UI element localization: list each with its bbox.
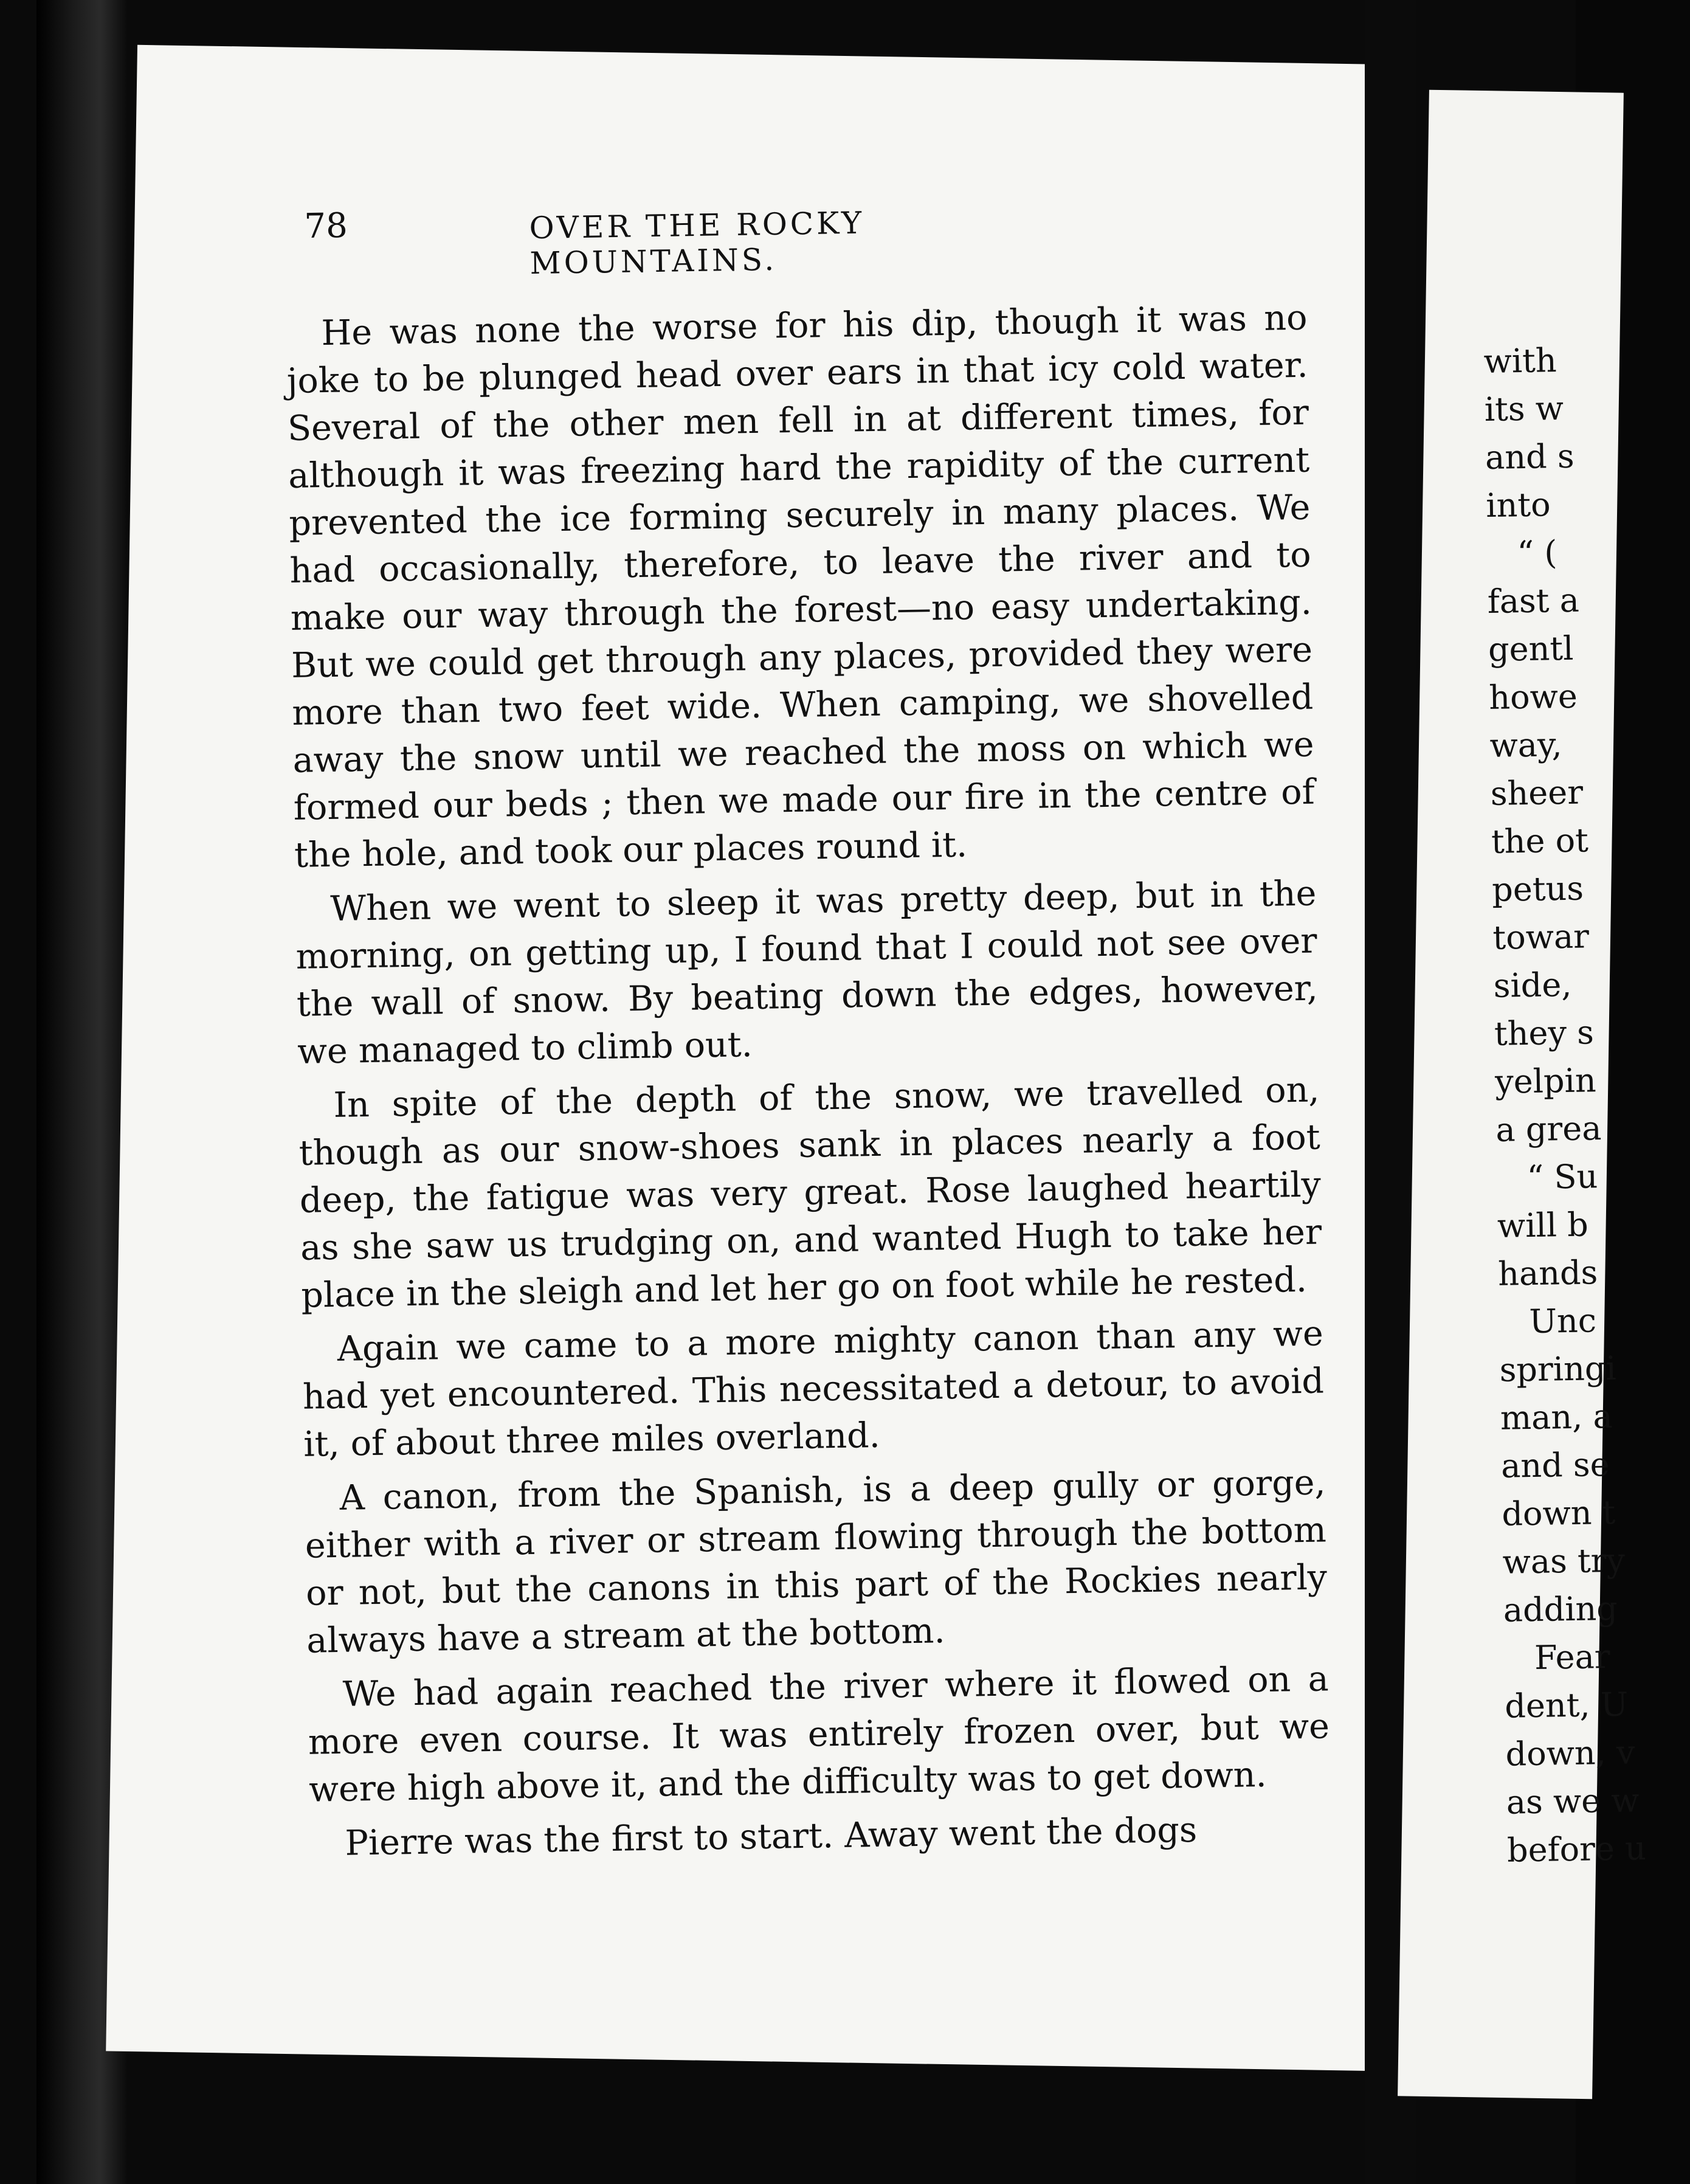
text-line: and se (1500, 1445, 1610, 1485)
text-line: they s (1494, 1013, 1595, 1053)
left-page-body (286, 294, 1331, 1875)
text-line: petus (1491, 869, 1584, 909)
text-line: down t (1501, 1493, 1616, 1533)
paragraph: Again we came to a more mighty canon than any we had yet encountered. This necessitated a detour, to avoid it, of about three miles overland. (302, 1313, 1325, 1465)
text-line: and s (1485, 437, 1575, 477)
text-line: before u (1506, 1829, 1647, 1870)
text-line: yelpin (1494, 1061, 1597, 1101)
text-line: sheer (1490, 773, 1584, 813)
text-line: towar (1492, 917, 1590, 957)
text-line: down, v (1505, 1733, 1635, 1774)
text-line: “ Su (1526, 1157, 1598, 1197)
paragraph: We had again reached the river where it flowed on a more even course. It was entirely frozen over, but we were high above it, and the difficulty was to get down. (308, 1659, 1330, 1810)
text-line: howe (1488, 677, 1578, 717)
paragraph: Pierre was the first to start. Away went the dogs (345, 1809, 1198, 1864)
page-header (304, 195, 1095, 282)
text-line: gentl (1488, 629, 1574, 669)
paragraph: He was none the worse for his dip, though it was no joke to be plunged head over ears in that icy cold water. Several of the other men fell in at different times, for although it was freezing hard the rapidity of the current prevented the ice forming securely in many places. We had occasionally, therefore, to leave the river and to make our way through the forest—no easy undertaking. But we could get through any places, provided they were more than two feet wide. When camping, we shovelled away the snow until we reached the moss on which we formed our beds ; then we made our fire in the centre of the hole, and took our places round it. (286, 297, 1316, 876)
text-line: into (1485, 485, 1551, 525)
paragraph: When we went to sleep it was pretty deep, but in the morning, on getting up, I found that I could not see over the wall of snow. By beating down the edges, however, we managed to climb out. (295, 873, 1319, 1072)
text-line: springi (1499, 1349, 1617, 1389)
paragraph: In spite of the depth of the snow, we travelled on, though as our snow-shoes sank in places nearly a foot deep, the fatigue was very great. Rose laughed heartily as she saw us trudging on, and wanted Hugh to take her place in the sleigh and let her go on foot while he rested. (298, 1070, 1322, 1316)
paragraph: A canon, from the Spanish, is a deep gully or gorge, either with a river or stream flowing through the bottom or not, but the canons in this part of the Rockies nearly always have a stream at the bottom. (305, 1462, 1328, 1661)
text-line: dent, U (1504, 1685, 1629, 1726)
text-line: a grea (1495, 1109, 1602, 1149)
text-line: fast a (1487, 581, 1580, 621)
right-page-fragment (1483, 334, 1690, 1874)
text-line: Fear (1534, 1637, 1611, 1677)
text-line: man, a (1500, 1397, 1613, 1437)
text-line: was try (1502, 1541, 1626, 1581)
text-line: its w (1484, 389, 1564, 429)
running-title: OVER THE ROCKY MOUNTAINS. (529, 205, 865, 282)
text-line: will b (1497, 1205, 1589, 1245)
text-line: way, (1489, 725, 1562, 765)
text-line: hands (1497, 1253, 1598, 1293)
page-number: 78 (304, 206, 348, 246)
text-line: the ot (1491, 821, 1589, 861)
text-line: as we w (1506, 1781, 1640, 1822)
text-line: with (1483, 341, 1557, 381)
text-line: Unc (1528, 1301, 1597, 1341)
text-line: side, (1493, 965, 1572, 1005)
text-line: “ ( (1517, 533, 1557, 573)
text-line: adding (1503, 1589, 1618, 1629)
